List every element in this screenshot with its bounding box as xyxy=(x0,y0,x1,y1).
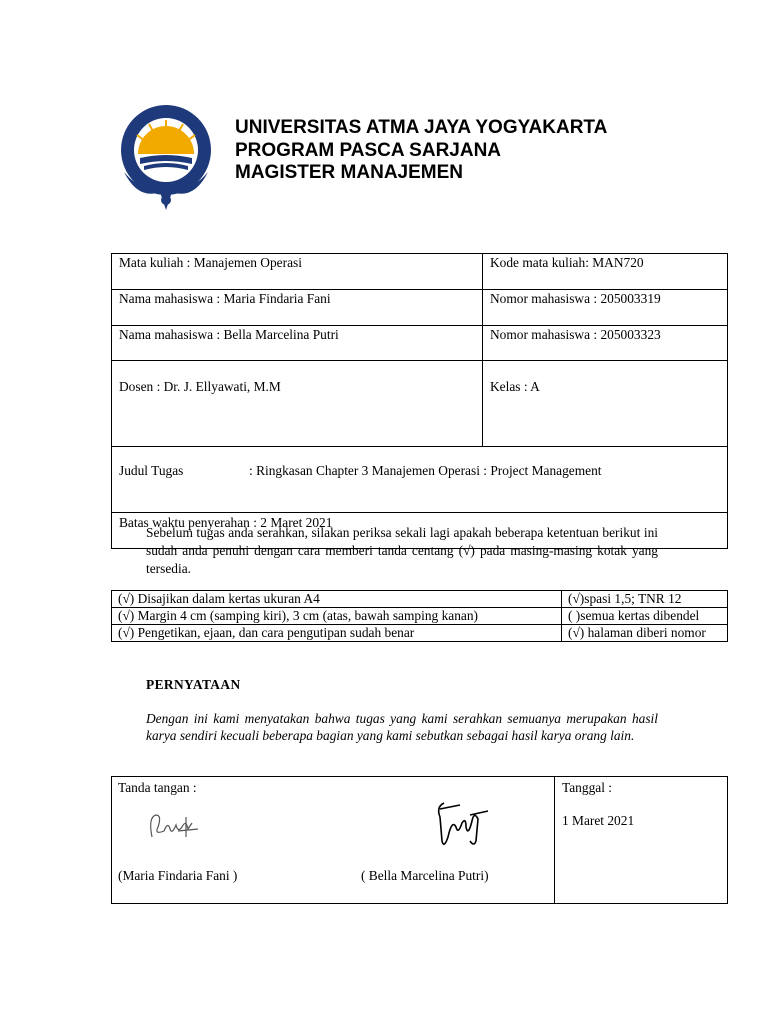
institution-header xyxy=(235,117,607,185)
student-name-2: Nama mahasiswa : Bella Marcelina Putri xyxy=(112,326,483,361)
statement-title: PERNYATAAN xyxy=(146,677,241,692)
assignment-title: : Ringkasan Chapter 3 Manajemen Operasi : Project Management xyxy=(249,463,602,478)
student-name-1: Nama mahasiswa : Maria Findaria Fani xyxy=(112,290,483,326)
instructions: Sebelum tugas anda serahkan, silakan periksa sekali lagi apakah beberapa ketentuan berikut ini sudah anda penuhi dengan cara memberi tanda centang (√) pada masing-masing kotak yang tersedia. xyxy=(146,525,658,576)
signer-name-2: ( Bella Marcelina Putri) xyxy=(361,868,489,883)
checklist-table xyxy=(111,590,728,642)
course-code: Kode mata kuliah: MAN720 xyxy=(483,254,728,290)
checklist-item: (√)spasi 1,5; TNR 12 xyxy=(562,591,728,608)
date-label: Tanggal : xyxy=(562,780,613,795)
checklist-item: (√) Margin 4 cm (samping kiri), 3 cm (atas, bawah samping kanan) xyxy=(112,608,562,625)
student-number-1: Nomor mahasiswa : 205003319 xyxy=(483,290,728,326)
course-info-table xyxy=(111,253,728,549)
university-logo xyxy=(114,100,218,212)
assignment-title-cell xyxy=(112,447,728,513)
checklist-item: (√) Disajikan dalam kertas ukuran A4 xyxy=(112,591,562,608)
lecturer: Dosen : Dr. J. Ellyawati, M.M xyxy=(112,361,483,447)
university-name: UNIVERSITAS ATMA JAYA YOGYAKARTA xyxy=(235,117,608,138)
assignment-title-label: Judul Tugas xyxy=(119,463,184,478)
signature-image-1 xyxy=(142,807,202,847)
student-number-2: Nomor mahasiswa : 205003323 xyxy=(483,326,728,361)
signature-image-2 xyxy=(430,797,492,855)
checklist-item: (√) halaman diberi nomor xyxy=(562,625,728,642)
signer-name-1: (Maria Findaria Fani ) xyxy=(118,868,238,883)
class: Kelas : A xyxy=(483,361,728,447)
date-value: 1 Maret 2021 xyxy=(562,813,635,828)
deadline: Batas waktu penyerahan : 2 Maret 2021 xyxy=(112,513,728,549)
date-cell xyxy=(555,777,728,904)
course-name: Mata kuliah : Manajemen Operasi xyxy=(112,254,483,290)
department-name: MAGISTER MANAJEMEN xyxy=(235,162,464,183)
signature-cell xyxy=(112,777,555,904)
checklist-item: (√) Pengetikan, ejaan, dan cara pengutipan sudah benar xyxy=(112,625,562,642)
program-name: PROGRAM PASCA SARJANA xyxy=(235,139,502,161)
statement-text: Dengan ini kami menyatakan bahwa tugas yang kami serahkan semuanya merupakan hasil karya sendiri kecuali beberapa bagian yang kami sebutkan sebagai hasil karya orang lain. xyxy=(146,711,658,743)
signature-label: Tanda tangan : xyxy=(118,780,197,795)
signature-table xyxy=(111,776,728,904)
checklist-item: ( )semua kertas dibendel xyxy=(562,608,728,625)
